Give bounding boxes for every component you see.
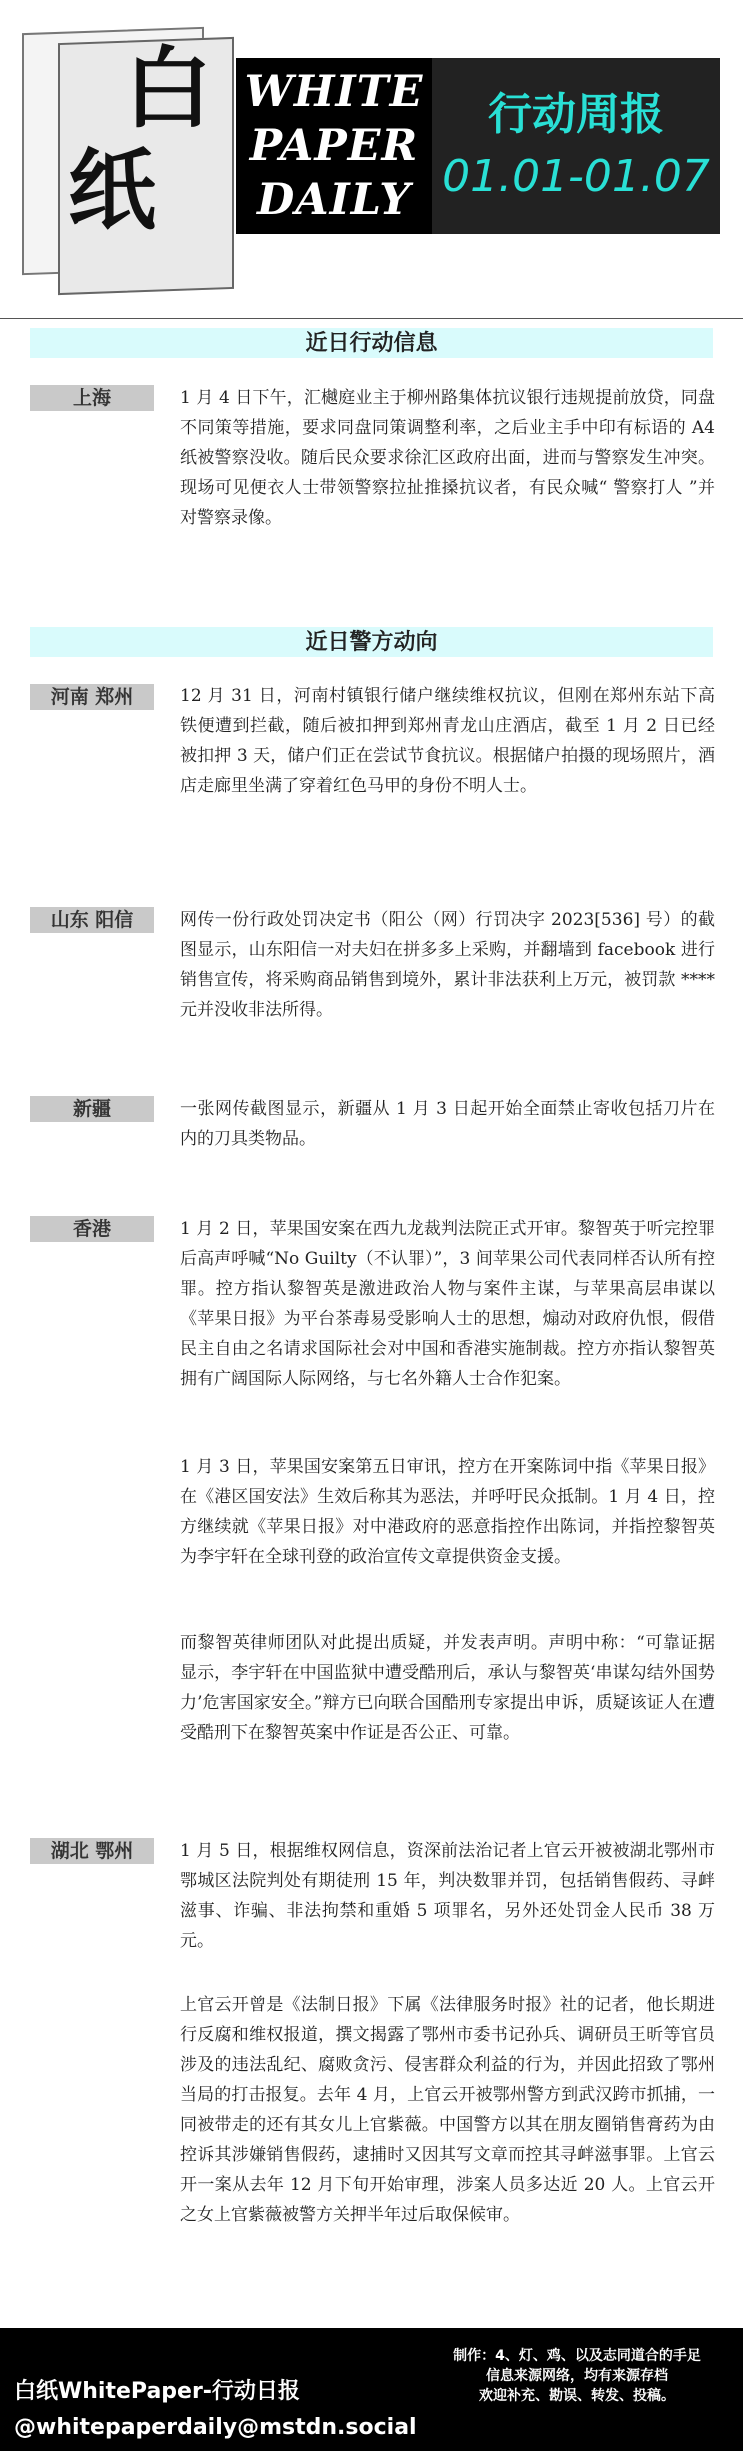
footer-credits (418, 2346, 736, 2406)
footer-credits-line-1: 制作：4、灯、鸡、以及志同道合的手足 (453, 2348, 701, 2364)
location-tag-hubei: 湖北 鄂州 (30, 1838, 154, 1864)
entry-paragraph: 1 月 2 日，苹果国安案在西九龙裁判法院正式开审。黎智英于听完控罪后高声呼喊“No Guilty（不认罪）”，3 间苹果公司代表同样否认所有控罪。控方指认黎智英是激进政治人物与案件主谋，与苹果高层串谋以《苹果日报》为平台茶毒易受影响人士的思想，煽动对政府仇恨，假借民主自由之名请求国际社会对中国和香港实施制裁。控方亦指认黎智英拥有广阔国际人际网络，与七名外籍人士合作犯案。 (180, 1219, 715, 1389)
masthead (0, 0, 743, 310)
section-title-police: 近日警方动向 (30, 627, 713, 657)
location-tag-xinjiang: 新疆 (30, 1096, 154, 1122)
footer-identity (14, 2374, 417, 2446)
entry-paragraph: 1 月 4 日下午，汇樾庭业主于柳州路集体抗议银行违规提前放贷，同盘不同策等措施，要求同盘同策调整利率，之后业主手中印有标语的 A4 纸被警察没收。随后民众要求徐汇区政府出面，进而与警察发生冲突。现场可见便衣人士带领警察拉扯推搡抗议者，有民众喊“ 警察打人 ”并对警察录像。 (180, 388, 715, 528)
issue-dates: 01.01-01.07 (442, 151, 710, 202)
footer-handle: @whitepaperdaily@mstdn.social (14, 2415, 417, 2440)
entry-paragraph: 上官云开曾是《法制日报》下属《法律服务时报》社的记者，他长期进行反腐和维权报道，撰文揭露了鄂州市委书记孙兵、调研员王昕等官员涉及的违法乱纪、腐败贪污、侵害群众利益的行为，并因此招致了鄂州当局的打击报复。去年 4 月，上官云开被鄂州警方到武汉跨市抓捕，一同被带走的还有其女儿上官紫薇。中国警方以其在朋友圈销售膏药为由控诉其涉嫌销售假药，逮捕时又因其写文章而控其寻衅滋事罪。上官云开一案从去年 12 月下旬开始审理，涉案人员多达近 20 人。上官云开之女上官紫薇被警方关押半年过后取保候审。 (180, 1995, 715, 2225)
brand-block (236, 58, 432, 234)
footer (0, 2328, 743, 2451)
footer-name: 白纸WhitePaper-行动日报 (14, 2379, 300, 2404)
logo-char-bai: 白 (124, 36, 213, 140)
brand-line-white: WHITE (244, 67, 424, 117)
section-title-actions: 近日行动信息 (30, 328, 713, 358)
issue-block (432, 58, 720, 234)
logo-char-zhi: 纸 (68, 138, 157, 242)
entry-paragraph: 而黎智英律师团队对此提出质疑，并发表声明。声明中称：“可靠证据显示，李宇轩在中国监狱中遭受酷刑后，承认与黎智英‘串谋勾结外国势力’危害国家安全。”辩方已向联合国酷刑专家提出申诉，质疑该证人在遭受酷刑下在黎智英案中作证是否公正、可靠。 (180, 1633, 715, 1743)
entry-paragraph: 12 月 31 日，河南村镇银行储户继续维权抗议，但刚在郑州东站下高铁便遭到拦截，随后被扣押到郑州青龙山庄酒店，截至 1 月 2 日已经被扣押 3 天，储户们正在尝试节食抗议。根据储户拍摄的现场照片，酒店走廊里坐满了穿着红色马甲的身份不明人士。 (180, 686, 715, 796)
location-tag-shandong: 山东 阳信 (30, 907, 154, 933)
issue-type: 行动周报 (488, 89, 664, 140)
location-tag-henan: 河南 郑州 (30, 684, 154, 710)
footer-credits-line-3: 欢迎补充、勘误、转发、投稿。 (479, 2388, 675, 2404)
brand-line-paper: PAPER (249, 121, 419, 171)
entry-paragraph: 网传一份行政处罚决定书（阳公（网）行罚决字 2023[536] 号）的截图显示，山东阳信一对夫妇在拼多多上采购，并翻墙到 facebook 进行销售宣传，将采购商品销售到境外，累计非法获利上万元，被罚款 **** 元并没收非法所得。 (180, 910, 715, 1020)
footer-credits-line-2: 信息来源网络，均有来源存档 (486, 2368, 668, 2384)
entry-paragraph: 1 月 5 日，根据维权网信息，资深前法治记者上官云开被被湖北鄂州市鄂城区法院判处有期徒刑 15 年，判决数罪并罚，包括销售假药、寻衅滋事、诈骗、非法拘禁和重婚 5 项罪名，另外还处罚金人民币 38 万元。 (180, 1841, 715, 1951)
header-divider (0, 318, 743, 319)
entry-paragraph: 1 月 3 日，苹果国安案第五日审讯，控方在开案陈词中指《苹果日报》在《港区国安法》生效后称其为恶法，并呼吁民众抵制。1 月 4 日，控方继续就《苹果日报》对中港政府的恶意指控作出陈词，并指控黎智英为李宇轩在全球刊登的政治宣传文章提供资金支援。 (180, 1457, 715, 1567)
location-tag-shanghai: 上海 (30, 385, 154, 411)
location-tag-hongkong: 香港 (30, 1216, 154, 1242)
brand-line-daily: DAILY (257, 175, 411, 225)
entry-paragraph: 一张网传截图显示，新疆从 1 月 3 日起开始全面禁止寄收包括刀片在内的刀具类物品。 (180, 1099, 715, 1149)
